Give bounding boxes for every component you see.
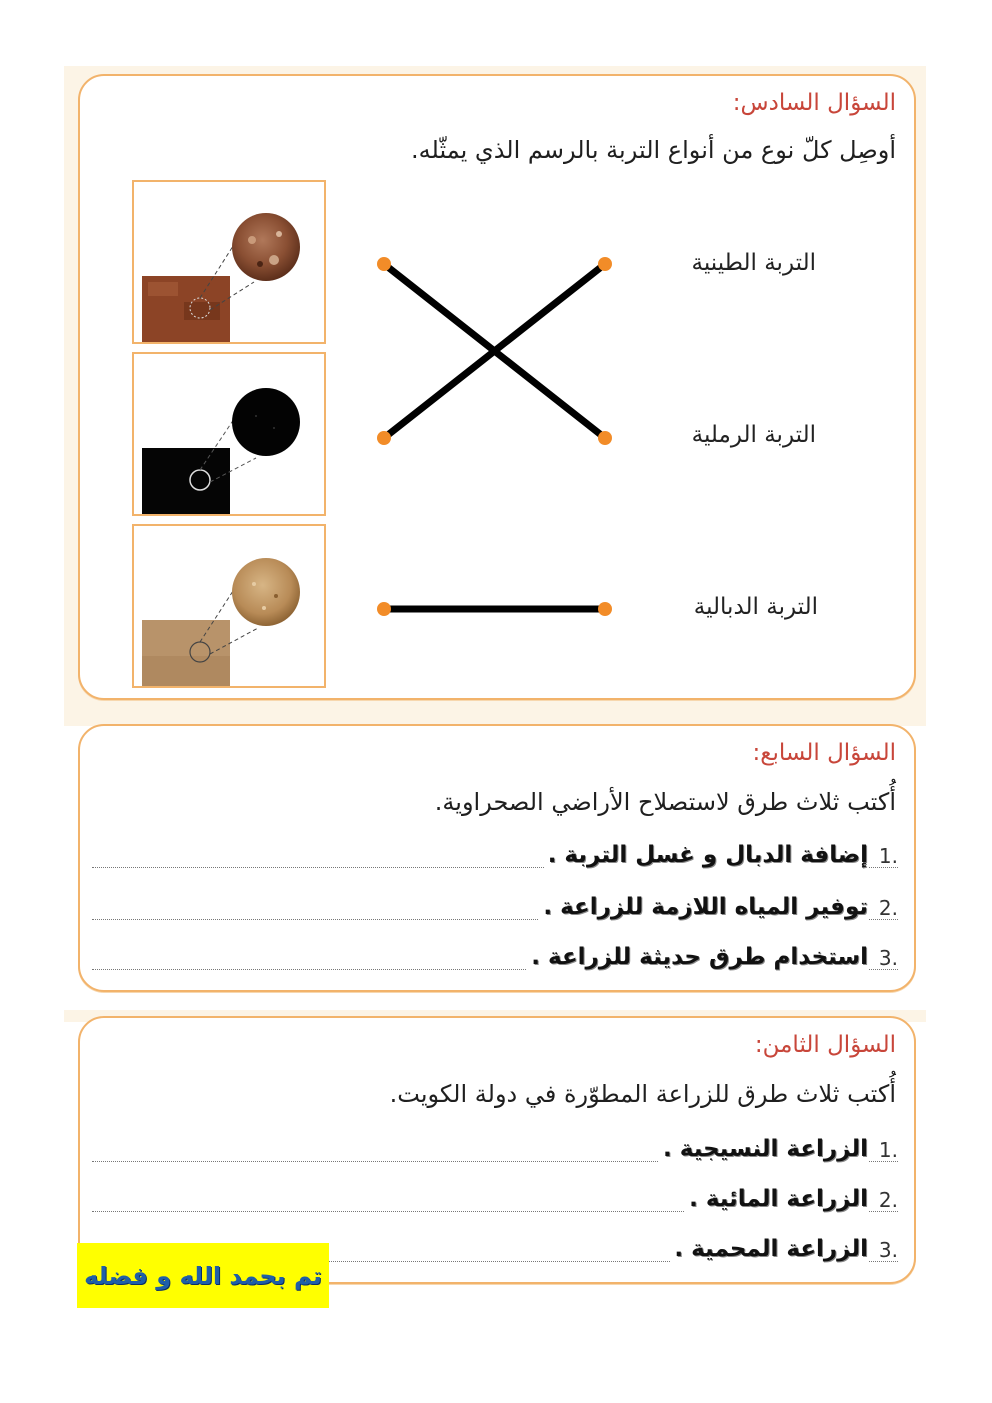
answer-row	[92, 1178, 898, 1218]
answer-row	[92, 936, 898, 976]
answer-text: توفير المياه اللازمة للزراعة .	[539, 894, 868, 920]
soil-label-clay: التربة الطينية	[691, 250, 816, 276]
closing-note	[77, 1243, 329, 1308]
question-8-title: السؤال الثامن:	[754, 1032, 896, 1058]
label-connector-dot	[598, 257, 612, 271]
answer-number: 1.	[878, 1138, 898, 1162]
picture-connector-dot	[377, 602, 391, 616]
question-7-title: السؤال السابع:	[752, 740, 896, 766]
answer-number: 1.	[878, 844, 898, 868]
answer-text: استخدام طرق حديثة للزراعة .	[527, 944, 868, 970]
question-6-card	[78, 74, 916, 700]
answer-text: الزراعة المحمية .	[670, 1236, 868, 1262]
answer-number: 2.	[878, 1188, 898, 1212]
picture-connector-dot	[377, 431, 391, 445]
answer-row	[92, 834, 898, 874]
label-connector-dot	[598, 431, 612, 445]
answer-row	[92, 1128, 898, 1168]
answer-number: 3.	[878, 1238, 898, 1262]
answer-text: إضافة الدبال و غسل التربة .	[544, 842, 868, 868]
soil-label-sandy: التربة الرملية	[691, 422, 816, 448]
question-6-title: السؤال السادس:	[732, 90, 896, 116]
label-connector-dot	[598, 602, 612, 616]
answer-row	[92, 886, 898, 926]
answer-text: الزراعة المائية .	[685, 1186, 868, 1212]
answer-text: الزراعة النسيجية .	[659, 1136, 868, 1162]
question-8-instruction: أُكتب ثلاث طرق للزراعة المطوّرة في دولة الكويت.	[389, 1080, 896, 1108]
answer-number: 2.	[878, 896, 898, 920]
question-6-instruction: أوصِل كلّ نوع من أنواع التربة بالرسم الذي يمثّله.	[411, 136, 896, 164]
picture-connector-dot	[377, 257, 391, 271]
closing-text: تم بحمد الله و فضله	[84, 1261, 322, 1290]
soil-label-humus: التربة الدبالية	[693, 594, 818, 620]
question-7-card	[78, 724, 916, 992]
answer-number: 3.	[878, 946, 898, 970]
question-7-instruction: أُكتب ثلاث طرق لاستصلاح الأراضي الصحراوية.	[434, 788, 896, 816]
